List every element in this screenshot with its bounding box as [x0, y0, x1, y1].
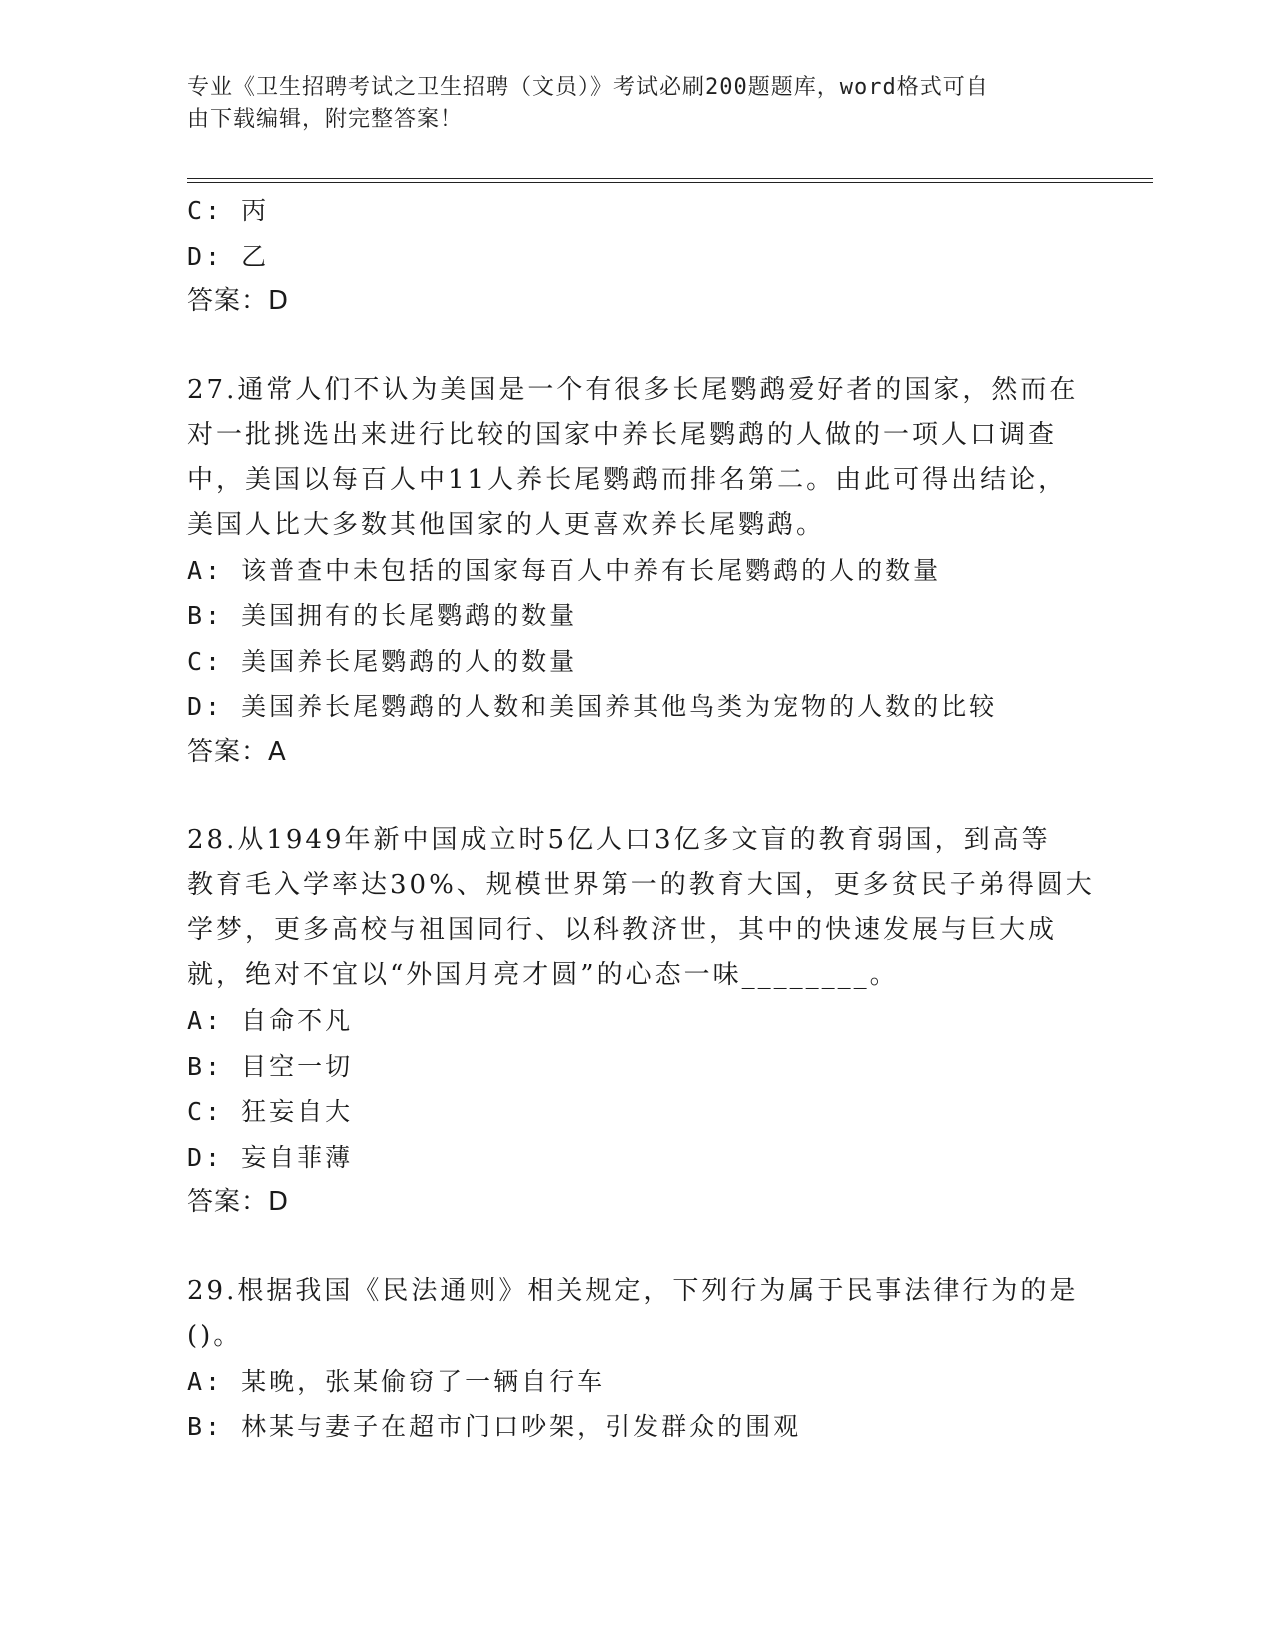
option-b: B: 目空一切	[187, 1051, 354, 1081]
answer: 答案：A	[187, 736, 287, 767]
option-d: D: 乙	[187, 241, 270, 271]
option-a: A: 自命不凡	[187, 1006, 354, 1035]
question-content	[187, 188, 1095, 1450]
header-divider-bottom	[187, 182, 1153, 183]
prev-question-tail	[187, 188, 1087, 325]
question-stem-line: 对一批挑选出来进行比较的国家中养长尾鹦鹉的人做的一项人口调查	[187, 419, 1058, 450]
option-d: D: 妄自菲薄	[187, 1142, 354, 1172]
question-27	[187, 368, 1087, 776]
header-divider-top	[187, 178, 1153, 179]
question-stem-line: 学梦，更多高校与祖国同行、以科教济世，其中的快速发展与巨大成	[187, 915, 1058, 945]
header-line-2: 由下载编辑，附完整答案！	[187, 107, 464, 132]
option-b: B: 美国拥有的长尾鹦鹉的数量	[187, 601, 578, 630]
question-stem-line: 29.根据我国《民法通则》相关规定，下列行为属于民事法律行为的是	[187, 1275, 1079, 1306]
header-line-1: 专业《卫生招聘考试之卫生招聘（文员）》考试必刷200题题库，word格式可自	[187, 75, 989, 100]
question-stem-line: 28.从1949年新中国成立时5亿人口3亿多文盲的教育弱国，到高等	[187, 825, 1051, 855]
answer: 答案：D	[187, 1187, 290, 1217]
question-stem-line: 教育毛入学率达30%、规模世界第一的教育大国，更多贫民子弟得圆大	[187, 870, 1095, 900]
option-c: C: 美国养长尾鹦鹉的人的数量	[187, 646, 578, 676]
option-a: A: 该普查中未包括的国家每百人中养有长尾鹦鹉的人的数量	[187, 555, 942, 585]
question-stem-line: 美国人比大多数其他国家的人更喜欢养长尾鹦鹉。	[187, 509, 826, 540]
question-stem-line: ()。	[187, 1320, 243, 1351]
question-stem-line: 27.通常人们不认为美国是一个有很多长尾鹦鹉爱好者的国家，然而在	[187, 374, 1079, 405]
question-29	[187, 1269, 1087, 1450]
question-stem-line: 就，绝对不宜以“外国月亮才圆”的心态一味________。	[187, 960, 899, 990]
question-stem-line: 中，美国以每百人中11人养长尾鹦鹉而排名第二。由此可得出结论，	[187, 464, 1068, 495]
page-header	[187, 72, 1067, 136]
option-a: A: 某晚，张某偷窃了一辆自行车	[187, 1366, 606, 1396]
option-b: B: 林某与妻子在超市门口吵架，引发群众的围观	[187, 1412, 802, 1441]
option-d: D: 美国养长尾鹦鹉的人数和美国养其他鸟类为宠物的人数的比较	[187, 692, 998, 721]
question-28	[187, 818, 1095, 1226]
option-c: C: 狂妄自大	[187, 1097, 354, 1126]
answer: 答案：D	[187, 286, 290, 316]
option-c: C: 丙	[187, 196, 270, 225]
